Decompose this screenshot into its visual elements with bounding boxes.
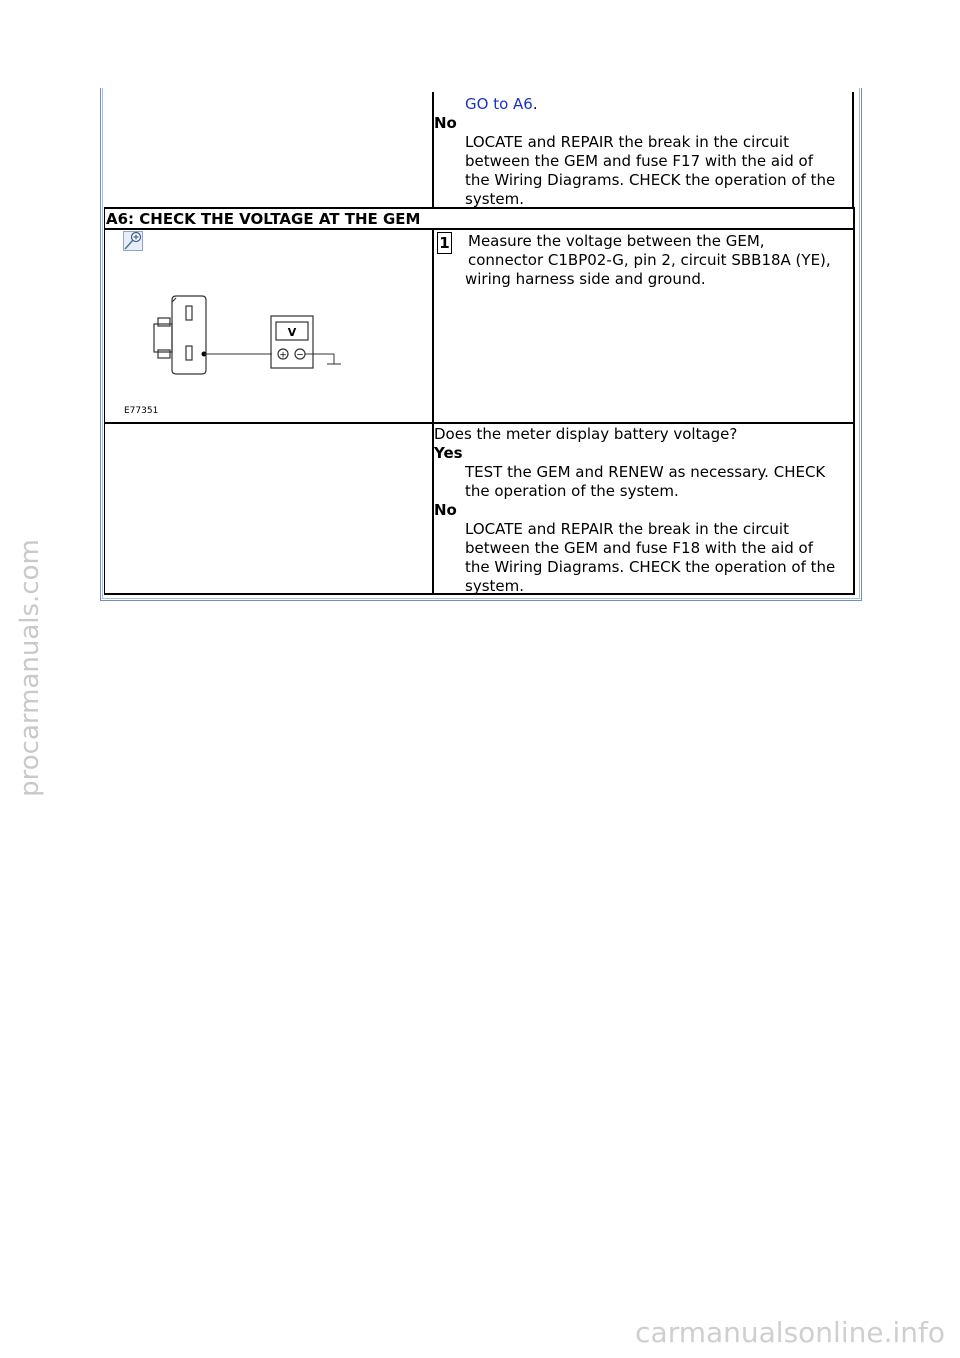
step-text-line3: wiring harness side and ground. xyxy=(465,270,706,288)
no-text-1-line3: the Wiring Diagrams. CHECK the operation of the xyxy=(465,171,836,189)
goto-a6-link[interactable]: GO to A6 xyxy=(465,95,533,113)
connector-drawing xyxy=(154,296,206,374)
no-label-2: No xyxy=(434,501,457,519)
meter-minus: − xyxy=(296,350,304,361)
col-divider-top xyxy=(432,92,434,208)
left-border-heading xyxy=(104,207,105,595)
no-text-2-line4: system. xyxy=(465,577,524,595)
figure-code: E77351 xyxy=(124,406,159,416)
step-text-line1: Measure the voltage between the GEM, xyxy=(468,232,765,250)
no-text-1-line2: between the GEM and fuse F17 with the aid of xyxy=(465,152,813,170)
goto-line xyxy=(465,95,538,114)
col-divider-step xyxy=(432,228,434,595)
no-text-1-line4: system. xyxy=(465,190,524,208)
right-border-heading xyxy=(853,207,855,595)
watermark-left: procarmanuals.com xyxy=(15,539,45,797)
zoom-in-icon[interactable] xyxy=(123,231,143,251)
right-border-top xyxy=(852,92,854,208)
no-text-2-line2: between the GEM and fuse F18 with the aid of xyxy=(465,539,813,557)
no-text-1-line1: LOCATE and REPAIR the break in the circuit xyxy=(465,133,789,151)
meter-label: V xyxy=(287,326,297,339)
yes-text-line2: the operation of the system. xyxy=(465,482,679,500)
voltmeter xyxy=(271,316,313,368)
step-number: 1 xyxy=(437,232,452,254)
yes-label: Yes xyxy=(434,444,463,462)
connector-meter-figure xyxy=(118,288,348,418)
step-text-line2: connector C1BP02-G, pin 2, circuit SBB18A (YE), xyxy=(468,251,831,269)
section-heading: A6: CHECK THE VOLTAGE AT THE GEM xyxy=(106,210,421,228)
no-text-2-line1: LOCATE and REPAIR the break in the circuit xyxy=(465,520,789,538)
ground-symbol xyxy=(327,354,341,364)
rule-below-step xyxy=(104,422,854,424)
question-text: Does the meter display battery voltage? xyxy=(434,425,738,443)
yes-text-line1: TEST the GEM and RENEW as necessary. CHECK xyxy=(465,463,826,481)
meter-plus: + xyxy=(279,350,287,361)
no-text-2-line3: the Wiring Diagrams. CHECK the operation of the xyxy=(465,558,836,576)
goto-suffix: . xyxy=(532,95,538,113)
no-label-1: No xyxy=(434,114,457,132)
watermark-bottom: carmanualsonline.info xyxy=(635,1316,945,1349)
